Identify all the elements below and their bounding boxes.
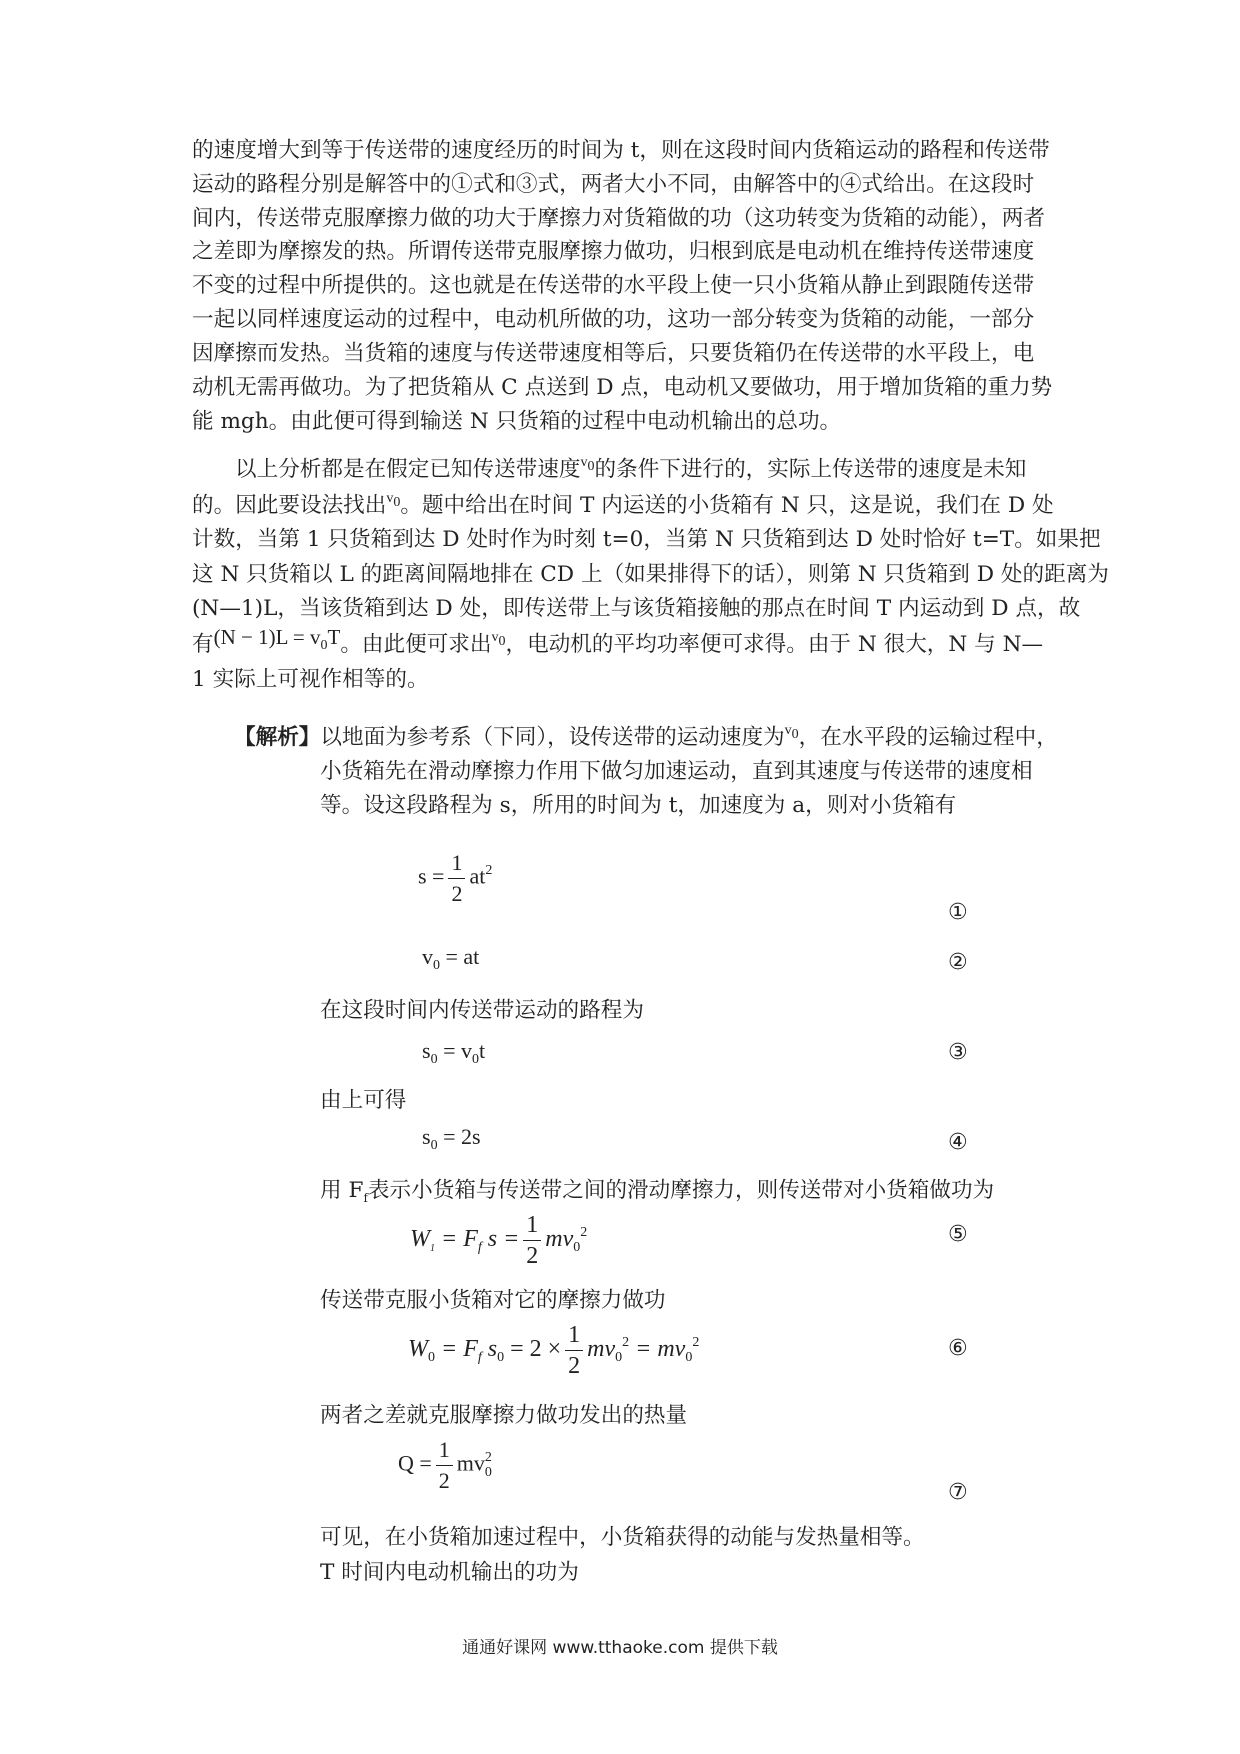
v0-symbol: v0 bbox=[386, 491, 401, 510]
equation-marker-5: ⑤ bbox=[948, 1222, 968, 1247]
text-line: 以上分析都是在假定已知传送带速度$^{v0}$的条件下进行的，实际上传送带的速度是未知 bbox=[235, 455, 1027, 482]
text-line: 不变的过程中所提供的。这也就是在传送带的水平段上使一只小货箱从静止到跟随传送带 bbox=[192, 273, 1035, 298]
equation-marker-7: ⑦ bbox=[948, 1480, 968, 1505]
analysis-label: 【解析】 bbox=[234, 725, 321, 750]
inline-equation: $(N - 1)L = v_0T$ bbox=[213, 625, 341, 653]
equation-3: $s_0 = v_0t$ bbox=[422, 1038, 486, 1067]
equation-2: $v_0$ = at bbox=[422, 944, 480, 973]
text-line: 的。因此要设法找出$^{v0}$。题中给出在时间 T 内运送的小货箱有 N 只，这是说，我们在 D 处 bbox=[192, 491, 1054, 518]
equation-5: $W_1 = F_f$ s = $\frac{1}{2}$ $mv_0^2$ bbox=[410, 1212, 588, 1269]
text-line: 可见，在小货箱加速过程中，小货箱获得的动能与发热量相等。 bbox=[320, 1525, 925, 1550]
text-line: 【解析】以地面为参考系（下同），设传送带的运动速度为$^{v0}$，在水平段的运输过程中， bbox=[234, 723, 1058, 750]
v0-symbol: v0 bbox=[580, 455, 595, 474]
page-footer: 通通好课网 www.tthaoke.com 提供下载 bbox=[462, 1638, 778, 1658]
text-line: 小货箱先在滑动摩擦力作用下做匀加速运动，直到其速度与传送带的速度相 bbox=[320, 759, 1033, 784]
text-line: 两者之差就克服摩擦力做功发出的热量 bbox=[320, 1403, 688, 1428]
text-line: 用 $F_f$表示小货箱与传送带之间的滑动摩擦力，则传送带对小货箱做功为 bbox=[320, 1178, 995, 1205]
text-line: 1 实际上可视作相等的。 bbox=[192, 667, 429, 692]
text-line: 计数，当第 1 只货箱到达 D 处时作为时刻 t=0，当第 N 只货箱到达 D 处时恰好 t=T。如果把 bbox=[192, 527, 1101, 552]
equation-marker-6: ⑥ bbox=[948, 1336, 968, 1361]
text-line: 之差即为摩擦发的热。所谓传送带克服摩擦力做功，归根到底是电动机在维持传送带速度 bbox=[192, 239, 1035, 264]
text-line: 动机无需再做功。为了把货箱从 C 点送到 D 点，电动机又要做功，用于增加货箱的重力势 bbox=[192, 375, 1053, 400]
text-line: 的速度增大到等于传送带的速度经历的时间为 t，则在这段时间内货箱运动的路程和传送带 bbox=[192, 138, 1050, 163]
equation-4: $s_0 = 2s$ bbox=[422, 1124, 481, 1153]
text-line: 间内，传送带克服摩擦力做的功大于摩擦力对货箱做的功（这功转变为货箱的动能），两者 bbox=[192, 206, 1045, 231]
text-line: 有$(N - 1)L = v_0T$。由此便可求出$^{v0}$，电动机的平均功率便可求得。由于 N 很大，N 与 N— bbox=[192, 625, 1044, 657]
equation-7: Q = $\frac{1}{2}$ $mv_0^2$ bbox=[398, 1437, 492, 1493]
text-line: 传送带克服小货箱对它的摩擦力做功 bbox=[320, 1288, 666, 1313]
text-line: 因摩擦而发热。当货箱的速度与传送带速度相等后，只要货箱仍在传送带的水平段上，电 bbox=[192, 341, 1035, 366]
equation-marker-1: ① bbox=[948, 900, 968, 925]
text-line: 这 N 只货箱以 L 的距离间隔地排在 CD 上（如果排得下的话），则第 N 只货箱到 D 处的距离为 bbox=[192, 562, 1109, 587]
equation-marker-4: ④ bbox=[948, 1130, 968, 1155]
equation-marker-3: ③ bbox=[948, 1040, 968, 1065]
v0-symbol: v0 bbox=[784, 723, 799, 742]
text-line: 等。设这段路程为 s，所用的时间为 t，加速度为 a，则对小货箱有 bbox=[320, 793, 957, 818]
equation-1: s = $\frac{1}{2}$ $at^2$ bbox=[418, 850, 493, 906]
text-line: 运动的路程分别是解答中的①式和③式，两者大小不同，由解答中的④式给出。在这段时 bbox=[192, 172, 1035, 197]
text-line: (N—1)L，当该货箱到达 D 处，即传送带上与该货箱接触的那点在时间 T 内运动到 D 点，故 bbox=[192, 596, 1081, 621]
text-line: 在这段时间内传送带运动的路程为 bbox=[320, 998, 644, 1023]
text-line: 一起以同样速度运动的过程中，电动机所做的功，这功一部分转变为货箱的动能，一部分 bbox=[192, 307, 1035, 332]
equation-marker-2: ② bbox=[948, 950, 968, 975]
v0-symbol: v0 bbox=[491, 630, 506, 649]
text-line: 由上可得 bbox=[320, 1088, 407, 1113]
text-line: 能 mgh。由此便可得到输送 N 只货箱的过程中电动机输出的总功。 bbox=[192, 409, 842, 434]
text-line: T 时间内电动机输出的功为 bbox=[320, 1560, 579, 1585]
equation-6: $W_0 = F_f$ $s_0 = 2$ × $\frac{1}{2}$ $mv_0^2 = mv_0^2$ bbox=[408, 1322, 700, 1379]
